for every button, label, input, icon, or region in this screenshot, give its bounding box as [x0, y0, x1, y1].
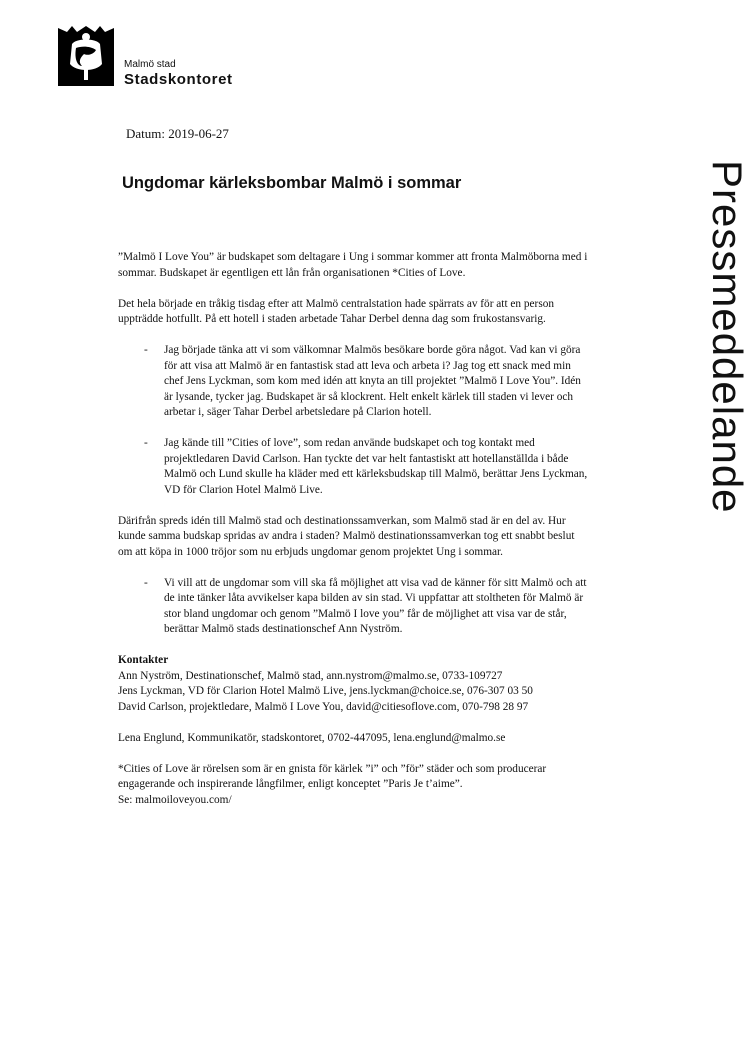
footnote-text: *Cities of Love är rörelsen som är en gnista för kärlek ”i” och ”för” städer och som producerar engagerande och inspirerande långfilmer, enligt konceptet ”Paris Je t’aime”. — [118, 762, 547, 790]
paragraph: ”Malmö I Love You” är budskapet som deltagare i Ung i sommar kommer att fronta Malmöborna med i sommar. Budskapet är egentligen ett lån från organisationen *Cities of Love. — [118, 251, 588, 279]
contact-line: Ann Nyström, Destinationschef, Malmö stad, ann.nystrom@malmo.se, 0733-109727 — [118, 669, 503, 682]
quote-item — [118, 576, 588, 638]
quote-item — [118, 343, 588, 421]
quote-text: Jag kände till ”Cities of love”, som redan använde budskapet och tog kontakt med projektledaren David Carlson. Han tyckte det var helt fantastiskt att hotellanställda i både Malmö och Lund skulle ha kläder med ett kärleksbudskap till Malmö, berättar Jens Lyckman, VD för Clarion Hotel Malmö Live. — [164, 437, 588, 496]
contact-line: Jens Lyckman, VD för Clarion Hotel Malmö Live, jens.lyckman@choice.se, 076-307 03 50 — [118, 685, 533, 697]
article-body — [118, 250, 588, 808]
quote-list — [118, 343, 588, 498]
contacts-section — [118, 653, 588, 715]
contacts-heading: Kontakter — [118, 654, 169, 666]
quote-list — [118, 576, 588, 638]
document-date: Datum: 2019-06-27 — [126, 126, 229, 141]
paragraph: Därifrån spreds idén till Malmö stad och destinationssamverkan, som Malmö stad är en del av. Hur kunde samma budskap spridas av andra i staden? Malmö destinationssamverkan tog ett snabbt beslut om att köpa in 1000 tröjor som nu erbjuds ungdomar genom projektet Ung i sommar. — [118, 514, 575, 558]
quote-item — [118, 436, 588, 498]
footnote-link-text: Se: malmoiloveyou.com/ — [118, 793, 232, 806]
bullet-dash: - — [144, 437, 148, 449]
organization-department: Stadskontoret — [124, 71, 233, 88]
bullet-dash: - — [144, 344, 148, 356]
contact-line: David Carlson, projektledare, Malmö I Love You, david@citiesoflove.com, 070-798 28 97 — [118, 700, 529, 713]
quote-text: Vi vill att de ungdomar som vill ska få möjlighet att visa vad de känner för sitt Malmö och att de inte tänker låta avvikelser kapa bilden av sin stad. Vi uppfattar att stoltheten för Malmö är stor bland ungdomar och genom ”Malmö I love you” får de möjlighet att visa var de står, berättar Malmö stads destinationschef Ann Nyström. — [164, 576, 587, 635]
comms-contact-line: Lena Englund, Kommunikatör, stadskontoret, 0702-447095, lena.englund@malmo.se — [118, 731, 506, 744]
page-title: Ungdomar kärleksbombar Malmö i sommar — [122, 174, 462, 192]
paragraph: Det hela började en tråkig tisdag efter att Malmö centralstation hade spärrats av för att en person uppträdde hotfullt. På ett hotell i staden arbetade Tahar Derbel denna dag som frukostansvarig. — [118, 297, 555, 325]
bullet-dash: - — [144, 576, 148, 589]
malmo-stad-logo — [56, 24, 116, 88]
footnote — [118, 762, 588, 809]
quote-text: Jag började tänka att vi som välkomnar Malmös besökare borde göra något. Vad kan vi göra för att visa att Malmö är en fantastisk stad att leva och arbeta i? Jag tog ett snack med min chef Jens Lyckman, som kom med idén att knyta an till projektet ”Malmö I Love You”. Idén är lysande, tycker jag. Budskapet är så klockrent. Helt enkelt kärlek till staden vi lever och arbetar i, säger Tahar Derbel arbetsledare på Clarion hotell. — [164, 344, 581, 418]
organization-city: Malmö stad — [124, 59, 176, 70]
press-release-label: Pressmeddelande — [704, 160, 751, 514]
